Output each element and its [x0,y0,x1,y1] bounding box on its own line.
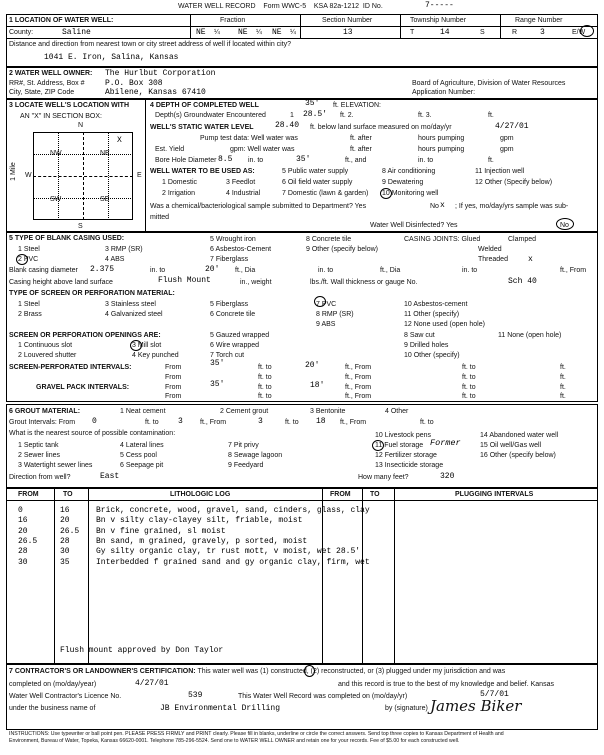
log-from: 0 [18,506,23,515]
gauge-value: Sch 40 [508,277,537,286]
opening-circle [130,340,142,351]
owner-address: P.O. Box 308 [105,79,163,88]
log-from: 26.5 [18,536,38,546]
grout-to-2: 18 [316,417,326,426]
fraction-2: NE [238,28,248,37]
section-number-label: Section Number [322,17,373,24]
fraction-label: Fraction [220,17,246,24]
log-to: 26.5 [60,526,80,536]
contamination-circle [372,440,384,451]
section-casing [6,232,598,402]
form-title: WATER WELL RECORD Form WWC-5 KSA 82a-1212 ID No. [178,3,383,10]
location-heading: 1 LOCATION OF WATER WELL: [9,17,114,24]
gravel-from: 35' [210,380,225,389]
bore-diameter: 8.5 [218,155,233,164]
grout-from-2: 3 [258,417,263,426]
fraction-1: NE [196,28,206,37]
distance-label: Distance and direction from nearest town or city street address of well if located within city? [9,41,292,48]
business-name: JB Environmental Drilling [160,704,281,713]
id-value: 7----- [425,1,454,10]
county-value: Saline [62,28,91,37]
township-label: Township Number [410,17,467,24]
groundwater-depth: 28.5' [303,110,328,119]
section-number: 13 [343,28,353,37]
bore-to: 35' [296,155,311,164]
completion-date: 4/27/01 [135,679,169,688]
log-description: Bn v silty clay-clayey silt, friable, moist [96,516,303,526]
former-note: Former [430,438,461,448]
constructed-circle [304,665,315,677]
location-mark: X [117,136,122,145]
log-to: 30 [60,547,70,557]
log-to: 16 [60,506,70,515]
range-label: Range Number [515,17,563,24]
county-label: County: [9,29,34,36]
casing-to: 20' [205,265,220,274]
screen-to: 20' [305,361,320,370]
gravel-to: 18' [310,381,325,390]
disinfect-circle [556,218,574,230]
owner-name: The Hurlbut Corporation [105,69,216,78]
fraction-3: NE [272,28,282,37]
use-circle [380,188,392,199]
log-description: Brick, concrete, wood, gravel, sand, cinders, glass, clay [96,506,370,515]
distance-feet: 320 [440,472,455,481]
screen-from: 35' [210,359,225,368]
log-from: 30 [18,557,28,567]
log-from: 28 [18,547,28,557]
log-to: 35 [60,557,70,567]
static-level: 28.40 [275,121,300,130]
address-value: 1041 E. Iron, Salina, Kansas [44,53,179,62]
township-number: 14 [440,28,450,37]
ew-option: E/W [572,29,586,36]
casing-circle [16,254,28,265]
log-description: Bn sand, m grained, gravely, p sorted, moist [96,536,308,546]
range-number: 3 [540,28,545,37]
log-to: 28 [60,536,70,546]
record-date: 5/7/01 [480,690,509,699]
screen-circle [314,296,326,307]
grout-from: 0 [92,417,97,426]
log-from: 20 [18,526,28,536]
log-note: Flush mount approved by Don Taylor [60,646,224,655]
log-description: Interbedded f grained sand and gy organic clay, firm, wet [96,557,370,567]
static-date: 4/27/01 [495,122,529,131]
direction-value: East [100,472,120,481]
owner-city: Abilene, Kansas 67410 [105,88,206,97]
signature: James Biker [430,697,522,715]
depth-value: 35' [305,99,320,108]
grout-to: 3 [178,417,183,426]
log-to: 20 [60,516,70,526]
log-description: Bn v fine grained, sl moist [96,526,226,536]
casing-height: Flush Mount [158,276,211,285]
log-from: 16 [18,516,28,526]
ew-circle [580,25,594,37]
owner-heading: 2 WATER WELL OWNER: [9,70,93,77]
log-description: Gy silty organic clay, tr rust mott, v moist, wet 28.5' [96,547,361,557]
casing-diameter: 2.375 [90,265,115,274]
license-number: 539 [188,691,203,700]
